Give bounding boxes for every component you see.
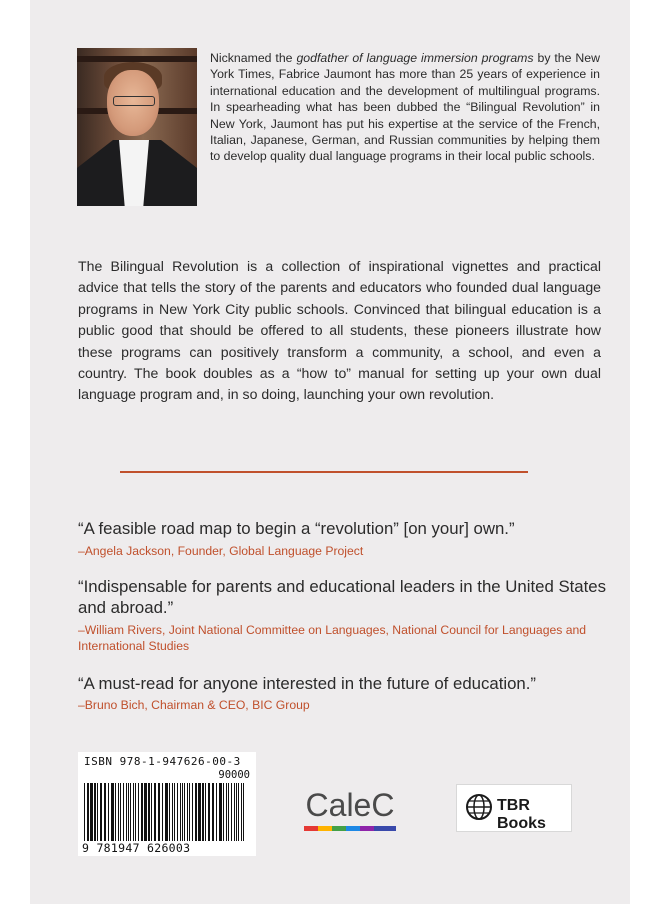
isbn-barcode [78, 752, 256, 856]
barcode-bars [84, 783, 250, 841]
barcode-bar [135, 783, 136, 841]
barcode-bar [202, 783, 204, 841]
author-bio [210, 50, 600, 165]
barcode-bar [94, 783, 96, 841]
quote-3-attribution: –Bruno Bich, Chairman & CEO, BIC Group [78, 698, 310, 712]
barcode-bar [174, 783, 175, 841]
caleo-stripe [332, 826, 346, 831]
barcode-bar [169, 783, 170, 841]
caleo-stripe [374, 826, 396, 831]
barcode-bar [115, 783, 116, 841]
barcode-bar [118, 783, 119, 841]
quote-3: “A must-read for anyone interested in the future of education.” [78, 674, 537, 693]
quote-2-attribution: –William Rivers, Joint National Committee on Languages, National Council for Languages and International Studies [78, 623, 587, 653]
quote-2: “Indispensable for parents and educational leaders in the United States and abroad.” [78, 577, 607, 617]
barcode-bar [130, 783, 131, 841]
tbr-books-logo [456, 784, 572, 832]
barcode-bar [141, 783, 143, 841]
barcode-bar [195, 783, 197, 841]
barcode-bar [84, 783, 85, 841]
barcode-number: 9 781947 626003 [82, 841, 191, 855]
barcode-bar [128, 783, 129, 841]
price-addon: 90000 [218, 769, 250, 781]
globe-icon [465, 793, 493, 821]
barcode-bar [192, 783, 193, 841]
barcode-bar [219, 783, 222, 841]
barcode-bar [154, 783, 156, 841]
isbn-label: ISBN 978-1-947626-00-3 [84, 755, 241, 768]
barcode-bar [243, 783, 244, 841]
caleo-logo [296, 786, 404, 836]
author-photo [77, 48, 197, 206]
book-description: The Bilingual Revolution is a collection of inspirational vignettes and practical advice that tells the story of the parents and educators who founded dual language programs in New York City public schools. Convinced that bilingual education is a public good that should be offered to all students, these pioneers illustrate how these programs can positively transform a community, a school, and even a country. The book doubles as a “how to” manual for setting up your own dual language program and, in so doing, launching your own revolution. [78, 258, 601, 403]
caleo-stripe [304, 826, 318, 831]
barcode-bar [111, 783, 114, 841]
barcode-bar [87, 783, 89, 841]
bookshelf-detail [77, 56, 197, 62]
barcode-bar [148, 783, 150, 841]
barcode-bar [234, 783, 235, 841]
barcode-bar [241, 783, 242, 841]
barcode-bar [165, 783, 168, 841]
barcode-bar [236, 783, 237, 841]
barcode-bar [158, 783, 160, 841]
barcode-bar [100, 783, 102, 841]
caleo-stripe [318, 826, 332, 831]
barcode-bar [120, 783, 121, 841]
barcode-bar [151, 783, 152, 841]
barcode-bar [187, 783, 188, 841]
barcode-bar [189, 783, 190, 841]
barcode-bar [108, 783, 109, 841]
barcode-bar [184, 783, 185, 841]
quote-1-attribution: –Angela Jackson, Founder, Global Language Project [78, 544, 364, 558]
barcode-bar [90, 783, 93, 841]
caleo-stripe [346, 826, 360, 831]
barcode-bar [162, 783, 163, 841]
book-back-cover [30, 0, 630, 904]
bio-italic: godfather of language immersion programs [296, 51, 534, 65]
barcode-bar [223, 783, 224, 841]
barcode-bar [177, 783, 178, 841]
divider-rule [120, 471, 528, 473]
bio-lead: Nicknamed the [210, 51, 297, 65]
barcode-bar [180, 783, 181, 841]
tbr-books-label: TBR Books [497, 797, 546, 832]
barcode-bar [205, 783, 206, 841]
author-glasses [113, 96, 155, 106]
bio-rest: by the New York Times, Fabrice Jaumont has more than 25 years of experience in international education and the development of multilingual programs. In spearheading what has been dubbed the “Bilingual Revolution” in New York, Jaumont has put his expertise at the service of the French, Italian, Japanese, German, and Russian communities by helping them to develop quality dual language programs in their local public schools. [210, 51, 601, 164]
quote-1: “A feasible road map to begin a “revolution” [on your] own.” [78, 519, 515, 538]
barcode-bar [126, 783, 127, 841]
barcode-bar [226, 783, 227, 841]
barcode-bar [182, 783, 183, 841]
barcode-bar [212, 783, 214, 841]
barcode-bar [97, 783, 98, 841]
barcode-bar [138, 783, 139, 841]
barcode-bar [172, 783, 173, 841]
barcode-bar [238, 783, 239, 841]
barcode-bar [144, 783, 147, 841]
barcode-bar [123, 783, 124, 841]
barcode-bar [208, 783, 210, 841]
caleo-stripe [360, 826, 374, 831]
barcode-bar [228, 783, 229, 841]
caleo-wordmark: CaleC [305, 787, 395, 823]
barcode-bar [216, 783, 217, 841]
barcode-bar [133, 783, 134, 841]
barcode-bar [198, 783, 201, 841]
barcode-bar [231, 783, 232, 841]
barcode-bar [104, 783, 106, 841]
